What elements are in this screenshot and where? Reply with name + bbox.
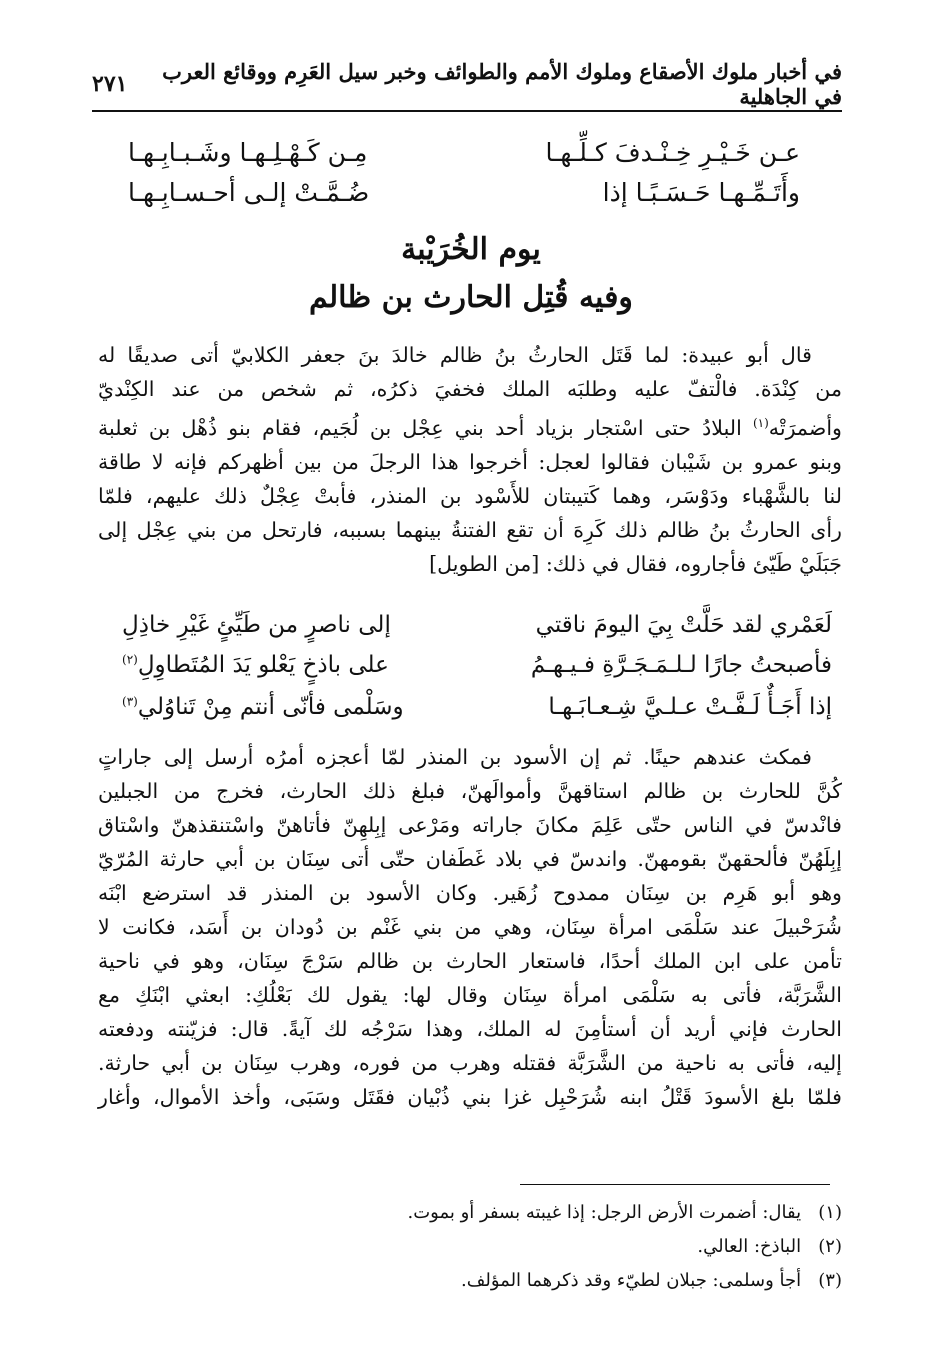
footnote	[120, 1264, 842, 1298]
text-line: وهو أبو هَرِم بن سِنَان ممدوح زُهَير. وكان الأسود بن المنذر قد استرضع ابْنَه	[98, 881, 842, 905]
footnotes	[120, 1196, 842, 1298]
poem2-line3-second-hemistich	[122, 694, 404, 720]
hemistich-text: وسَلْمى فأنّى أنتم مِنْ تَناوُلي	[137, 694, 404, 720]
poem2-line1-second-hemistich: إلى ناصرٍ من طَيِّئٍ غَيْرِ خاذِلِ	[122, 612, 391, 638]
page-number: ٢٧١	[92, 71, 128, 97]
text-line: رأى الحارثُ بنُ ظالم ذلك كَرِهَ أن تقع الفتنةُ بينهما بسببه، فارتحل من بني عِجْل إلى	[98, 517, 842, 542]
poem1-line1-second-hemistich: مِـن كَـهْـلِـهـا وشَـبـابِـهـا	[128, 138, 368, 167]
text-line: كُنَّ للحارث بن ظالم استاقهنَّ وأموالَهنّ، فبلغ ذلك الحارث، فخرج من الجبلين	[98, 779, 842, 803]
footnote-text: يقال: أضمرت الأرض الرجل: إذا غيبته بسفر أو بموت.	[407, 1202, 802, 1223]
footnote	[120, 1230, 842, 1264]
hemistich-text: على باذخٍ يَعْلو يَدَ المُتَطاوِلِ	[137, 652, 389, 678]
poem1-line1-first-hemistich: عـن خَـيْـرِ خِـنْـدفَ كـلِّـهـا	[545, 138, 800, 167]
text-line: جَبَلَيْ طَيّئ فأجاروه، فقال في ذلك: [من الطويل]	[429, 551, 842, 576]
text-fragment: وأضمرَتْه	[768, 415, 842, 440]
paragraph-1	[98, 338, 842, 581]
footnote-divider	[520, 1184, 830, 1185]
text-fragment: البلادُ حتى اسْتجار بزياد أحد بني عِجْل بن لُجَيم، فقام بنو ذُهْل بن ثعلبة	[98, 415, 753, 440]
text-line: الشَّرَبَّة، فأتى به سَلْمَى امرأة سِنَان وقال لها: يقول لك بَعْلُكِ: ابعثي ابْنَكِ مع	[98, 983, 842, 1007]
poem1-line2-second-hemistich: ضُـمَّـتْ إلـى أحـسـابِـهـا	[128, 178, 370, 207]
text-line: وبنو عمرو بن شَيْبان فقالوا لعجل: أخرجوا هذا الرجلَ من بين أظهركم فإنه لا طاقة	[98, 449, 842, 474]
text-line: إبِلَهُنّ فألحقهنّ بقومهنّ. واندسّ في بلاد غَطَفان حتّى أتى سِنَان بن أبي حارثة المُرّيّ	[98, 847, 842, 871]
footnote-ref: (٣)	[122, 694, 138, 709]
footnote	[120, 1196, 842, 1230]
running-header	[92, 59, 842, 109]
header-title: في أخبار ملوك الأصقاع وملوك الأمم والطوائف وخبر سيل العَرِم ووقائع العرب في الجاهلية	[162, 59, 842, 109]
text-line: قال أبو عبيدة: لما قَتَل الحارثُ بنُ ظالم خالدَ بنَ جعفر الكلابيّ أتى صديقًا له	[98, 343, 812, 367]
header-divider	[92, 110, 842, 112]
text-line: فلمّا بلغ الأسودَ قَتْلُ ابنه شُرَحْبِل غزا بني ذُبْيان فقَتَل وسَبَى، وأخذ الأموال، وأغار	[98, 1085, 842, 1109]
text-line: من كِنْدَة. فالْتفّ عليه وطلبَه الملك فخفيَ ذكرُه، ثم شخص من عند الكِنْديّ	[98, 377, 842, 401]
text-line: فانْدسّ في الناس حتّى عَلِمَ مكانَ جاراته ومَرْعى إبِلهِنّ فأتاهنّ واسْتنقذهنّ واسْتاق	[98, 813, 842, 837]
poem2-line2-first-hemistich: فأصبحتُ جارًا لـلـمَـجَـرَّةِ فـيـهـمُ	[530, 652, 832, 678]
footnote-text: الباذخ: العالي.	[697, 1236, 802, 1257]
poem2-line2-second-hemistich	[122, 652, 389, 678]
text-line: إليه، فأتى به ناحية من الشَّرَبَّة فقتله وهرب من فوره، وهرب سِنَان بن أبي حارثة.	[98, 1051, 842, 1075]
poem2-line3-first-hemistich: إذا أَجَـأٌ لَـفَّـتْ عـلـيَّ شِـعـابَـهـا	[548, 694, 832, 720]
section-title: يوم الخُرَيْبة	[401, 232, 541, 267]
section-subtitle: وفيه قُتِل الحارث بن ظالم	[309, 280, 633, 315]
footnote-number: (١)	[818, 1202, 842, 1223]
text-line: لنا بالشَّهْباء ودَوْسَر، وهما كَتيبتان للأَسْود بن المنذر، فأبتْ عِجْلٌ ذلك عليهم، فلمّا	[98, 483, 842, 508]
text-line: شُرَحْبيلَ عند سَلْمَى امرأة سِنَان، وهي من بني غَنْم بن دُودان بن أَسَد، فكانت لا	[98, 915, 842, 939]
text-line	[98, 406, 842, 445]
text-line: الحارث فإني أريد أن أستأمِنَ له الملك، وهذا سَرْجُه لك آيةً. قال: فزيّنته ودفعته	[98, 1017, 842, 1041]
footnote-ref: (٢)	[122, 652, 138, 667]
paragraph-2	[98, 740, 842, 1114]
poem2-line1-first-hemistich: لَعَمْري لقد حَلَّتْ بِيَ اليومَ ناقتي	[535, 612, 832, 638]
footnote-ref: (١)	[752, 416, 769, 430]
footnote-number: (٢)	[818, 1236, 842, 1257]
text-line: تأمن على ابن الملك أحدًا، فاستعار الحارث بن ظالم سَرْجَ سِنَان، وهو في ناحية	[98, 949, 842, 973]
footnote-text: أجأ وسلمى: جبلان لطيّء وقد ذكرهما المؤلف.	[461, 1270, 802, 1291]
footnote-number: (٣)	[818, 1270, 842, 1291]
text-line: فمكث عندهم حينًا. ثم إن الأسود بن المنذر لمّا أعجزه أمرُه أرسل إلى جاراتٍ	[98, 745, 812, 769]
poem1-line2-first-hemistich: وأَتَـمِّـهـا حَـسَـبًـا إذا	[602, 178, 800, 207]
